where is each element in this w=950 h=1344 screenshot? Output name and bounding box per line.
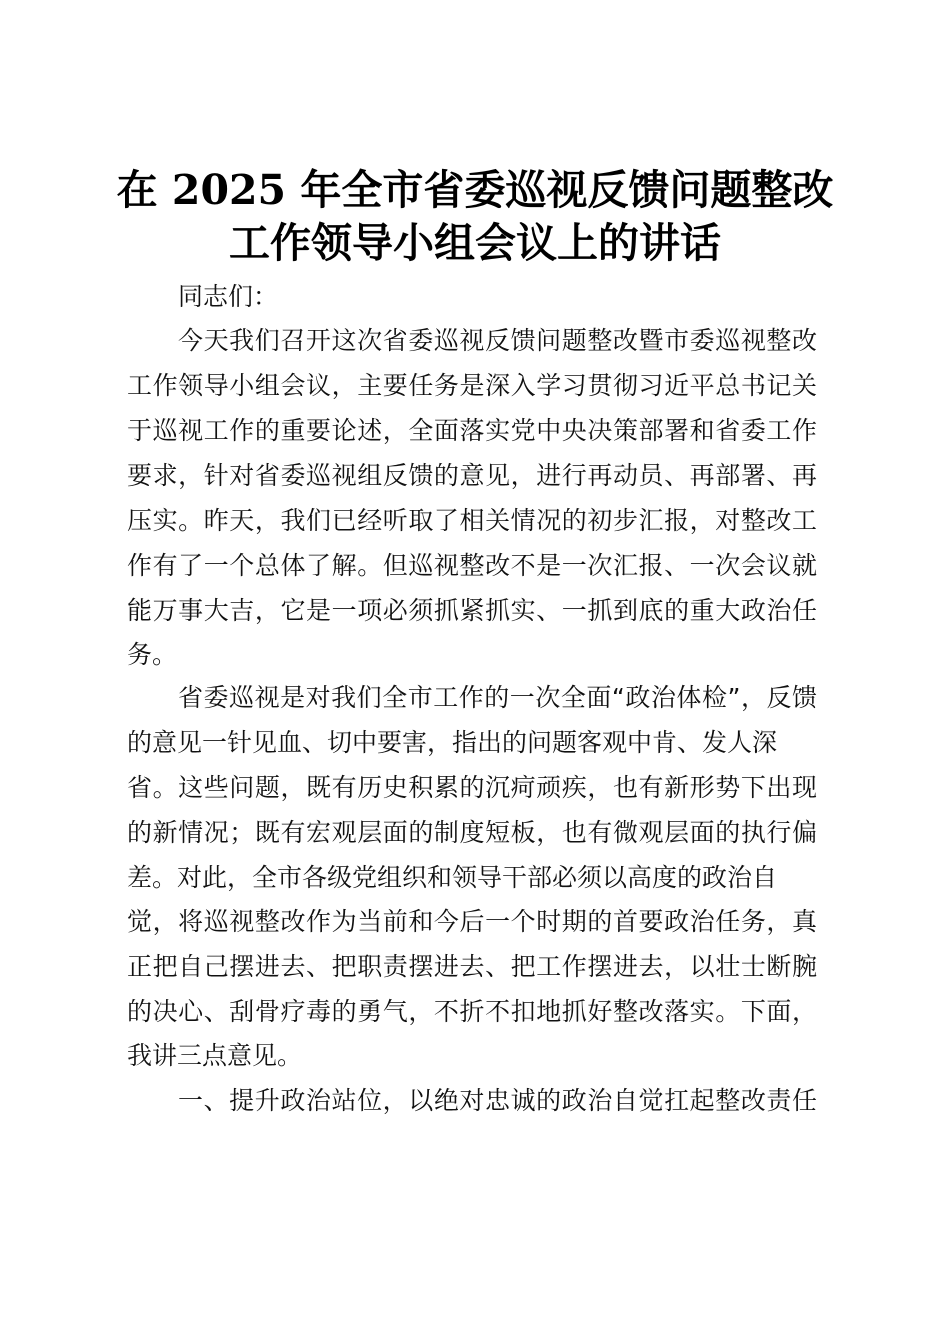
paragraph-line: 的新情况；既有宏观层面的制度短板，也有微观层面的执行偏 — [127, 818, 817, 847]
paragraph-line: 压实。昨天，我们已经听取了相关情况的初步汇报，对整改工 — [127, 506, 817, 535]
paragraph-line: 能万事大吉，它是一项必须抓紧抓实、一抓到底的重大政治任 — [127, 596, 817, 625]
paragraph-line: 省委巡视是对我们全市工作的一次全面“政治体检”，反馈 — [178, 683, 817, 712]
paragraph-line: 工作领导小组会议，主要任务是深入学习贯彻习近平总书记关 — [127, 371, 817, 400]
paragraph-line: 今天我们召开这次省委巡视反馈问题整改暨市委巡视整改 — [178, 326, 817, 355]
paragraph-line: 觉，将巡视整改作为当前和今后一个时期的首要政治任务，真 — [127, 907, 817, 936]
section-heading: 一、提升政治站位，以绝对忠诚的政治自觉扛起整改责任 — [178, 1086, 817, 1115]
paragraph-line: 差。对此，全市各级党组织和领导干部必须以高度的政治自 — [127, 863, 778, 892]
paragraph-line: 于巡视工作的重要论述，全面落实党中央决策部署和省委工作 — [127, 416, 817, 445]
paragraph-line: 省。这些问题，既有历史积累的沉疴顽疾，也有新形势下出现 — [127, 773, 817, 802]
paragraph-line: 作有了一个总体了解。但巡视整改不是一次汇报、一次会议就 — [127, 551, 817, 580]
paragraph-line: 务。 — [127, 640, 178, 669]
document-title-line-1: 在 2025 年全市省委巡视反馈问题整改 — [116, 166, 834, 214]
paragraph-line: 的意见一针见血、切中要害，指出的问题客观中肯、发人深 — [127, 728, 778, 757]
document-title-line-2: 工作领导小组会议上的讲话 — [229, 219, 721, 267]
salutation: 同志们： — [178, 282, 279, 311]
paragraph-line: 我讲三点意见。 — [127, 1041, 303, 1070]
paragraph-line: 要求，针对省委巡视组反馈的意见，进行再动员、再部署、再 — [127, 461, 817, 490]
paragraph-line: 正把自己摆进去、把职责摆进去、把工作摆进去，以壮士断腕 — [127, 952, 817, 981]
paragraph-line: 的决心、刮骨疗毒的勇气，不折不扣地抓好整改落实。下面， — [127, 997, 817, 1026]
